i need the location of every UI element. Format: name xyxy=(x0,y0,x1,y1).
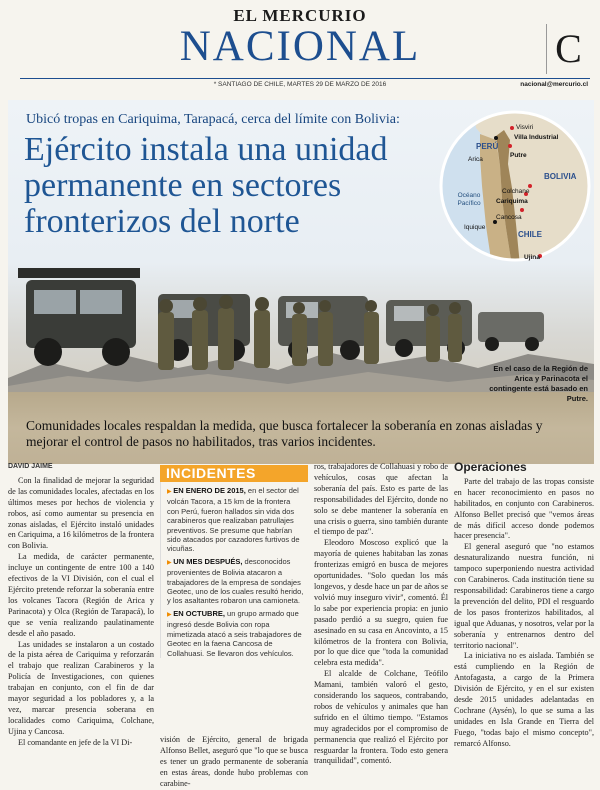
bullet-icon: ▶ xyxy=(167,611,174,618)
map-place-arica: Arica xyxy=(468,156,483,163)
photo-caption: En el caso de la Región de Arica y Parinacota el contingente está basado en Putre. xyxy=(489,364,588,403)
article-headline: Ejército instala una unidad permanente en sectores fronterizos del norte xyxy=(24,131,388,240)
article-kicker: Ubicó tropas en Cariquima, Tarapacá, cerca del límite con Bolivia: xyxy=(26,112,400,127)
map-place-iquique: Iquique xyxy=(464,224,486,231)
locator-map xyxy=(440,106,590,264)
map-country-peru: PERÚ xyxy=(476,142,499,151)
incident-lead: UN MES DESPUÉS, xyxy=(173,556,243,566)
bullet-icon: ▶ xyxy=(167,559,174,566)
incident-text: un grupo armado que ingresó desde Bolivia con ropa mimetizada atacó a seis trabajadores de Geotec en la faena Cancosa de Collahuasi. Se llevaron dos vehículos. xyxy=(167,608,302,658)
paragraph: El alcalde de Colchane, Teófilo Mamani, también valoró el gesto, considerando los saqueos, contrabando, robos de vehículos y animales que han sufrido en el último tiempo. "Estamos muy agradecidos por el compromiso de permanencia que realizó el Ejército por resguardar la frontera. Todo esto genera tranquilidad", comentó. xyxy=(314,669,448,766)
incident-lead: EN OCTUBRE, xyxy=(173,608,225,618)
bullet-icon: ▶ xyxy=(167,489,174,495)
article-column-1 xyxy=(8,462,154,758)
masthead-rule xyxy=(20,78,590,79)
paragraph: Las unidades se instalaron a un costado de la pista aérea de Cariquima y reforzarán el trabajo que realizan Carabineros y la Policía de Investigaciones, con quienes trabajan en conjunto, con el fin de dar mayor seguridad a los pobladores y, a la vez, marcar presencia soberana en localidades como Cariquima, Colchane, Ujina y Cancosa. xyxy=(8,639,154,736)
incidents-title: INCIDENTES xyxy=(160,465,308,482)
map-country-chile: CHILE xyxy=(518,230,542,239)
masthead xyxy=(0,0,600,90)
map-ocean-label: Océano Pacífico xyxy=(457,192,481,207)
article-deck: Comunidades locales respaldan la medida, que busca fortalecer la soberanía en zonas aisladas y mejorar el control de pasos no habilitados, tras varios incidentes. xyxy=(26,418,543,449)
incident-text: desconocidos provenientes de Bolivia atacaron a trabajadores de la empresa de sondajes Geotec, uno de los cuales resultó herido, y los asaltantes robaron una camioneta. xyxy=(167,556,304,606)
incidents-list xyxy=(160,482,308,658)
incident-text: en el sector del volcán Tacora, a 15 km de la frontera con Perú, fueron hallados sin vida dos carabineros que realizaban patrullajes preventivos. Se presume que habrían sido atacados por cazadores furtivos de vicuñas. xyxy=(167,486,300,554)
hero-photo xyxy=(8,100,594,425)
map-place-villa-industrial: Villa Industrial xyxy=(514,134,559,141)
article-column-3 xyxy=(314,462,448,766)
paragraph: El comandante en jefe de la VI Di- xyxy=(18,737,133,747)
paragraph: Con la finalidad de mejorar la seguridad de las comunidades locales, afectadas en los últimos meses por hechos de violencia y robos, así como aumentar su presencia en zonas aisladas, el Ejército instaló unidades en Cariquima, a 16 kilómetros de la frontera con Bolivia. xyxy=(8,475,154,551)
incident-item xyxy=(167,609,304,658)
incident-item xyxy=(167,557,304,606)
byline: DAVID JAIME xyxy=(8,463,53,470)
newspaper-name: EL MERCURIO xyxy=(233,6,367,25)
dateline: * SANTIAGO DE CHILE, MARTES 29 DE MARZO DE 2016 xyxy=(213,81,387,88)
paragraph: ros, trabajadores de Collahuasi y robo de vehículos, cosas que afectan la soberanía del país. Esto es parte de las responsabilidades del Ejército, donde no solo se debe mantener la soberanía en una crisis o guerra, sino también durante el tiempo de paz". xyxy=(314,462,448,537)
map-place-cariquima: Cariquima xyxy=(496,198,528,205)
paragraph: La medida, de carácter permanente, incluye un contingente de entre 100 a 140 efectivos de la VI División, con el cual el Ejército pretende reforzar la soberanía entre los volcanes Tacora (Región de Arica y Parinacota) y Olca (Región de Tarapacá), lo que se venía realizando paulatinamente desde el año pasado. xyxy=(8,552,154,638)
article-column-4 xyxy=(454,462,594,758)
section-email: nacional@mercurio.cl xyxy=(520,81,588,88)
map-country-bolivia: BOLIVIA xyxy=(544,172,577,181)
map-place-cancosa: Cancosa xyxy=(496,214,522,221)
paragraph: Parte del trabajo de las tropas consiste en hacer reconocimiento en pasos no habilitados, en conjunto con Carabineros. Alfonso Bellet precisó que "vemos áreas de más difícil acceso donde podemos hacer presencia". xyxy=(454,476,594,541)
paragraph: El general aseguró que "no estamos desnaturalizando nuestra función, ni tampoco superponiendo nuestra actividad con Carabineros. Cada institución tiene su responsabilidad: Carabineros tiene a cargo la prevención del delito, PDI el resguardo de los pasos fronterizos habilitados, al igual que Aduanas, y nosotros, velar por la soberanía y entrenarnos dentro del territorio nacional". xyxy=(454,542,594,650)
article-column-2 xyxy=(160,735,308,788)
incidents-box xyxy=(160,465,308,729)
incident-lead: EN ENERO DE 2015, xyxy=(173,486,246,495)
paragraph: Eleodoro Moscoso explicó que la mayoría de quienes habitaban las zonas fronterizas emigró en busca de mejores oportunidades. "Solo quedan los más longevos, y desde hace un par de años se volvió muy inseguro vivir", comentó. Él lo sabe por experiencia propia: en junio pasado perdió a su suegro, quien fue asesinado en su casa en Ancovinto, a 15 kilómetros de la frontera con Bolivia, por lo que dice que "toda la comunidad celebra esta medida". xyxy=(314,538,448,668)
paragraph: visión de Ejército, general de brigada Alfonso Bellet, aseguró que "lo que se busca es tener un grado permanente de soberanía en estas áreas, donde hubo problemas con carabine- xyxy=(160,735,308,788)
incident-item xyxy=(167,486,304,554)
map-graphic xyxy=(440,106,590,264)
map-place-visviri: Visviri xyxy=(516,124,534,131)
map-place-ujina: Ujina xyxy=(524,254,540,261)
section-title: NACIONAL xyxy=(179,23,421,70)
map-place-putre: Putre xyxy=(510,152,527,159)
map-place-colchane: Colchane xyxy=(502,188,530,195)
section-letter: C xyxy=(546,24,590,74)
paragraph: La iniciativa no es aislada. También se está cumpliendo en la Región de Antofagasta, a cargo de la Primera División de Ejército, y en el sur existen desde 2015 unidades adelantadas en Cochrane (Aysén), lo que se suma a las unidades en Isla Grande en Tierra del Fuego, "todas bajo el mismo concepto", remarcó Alfonso. xyxy=(454,651,594,748)
subhead-operaciones: Operaciones xyxy=(454,460,527,474)
